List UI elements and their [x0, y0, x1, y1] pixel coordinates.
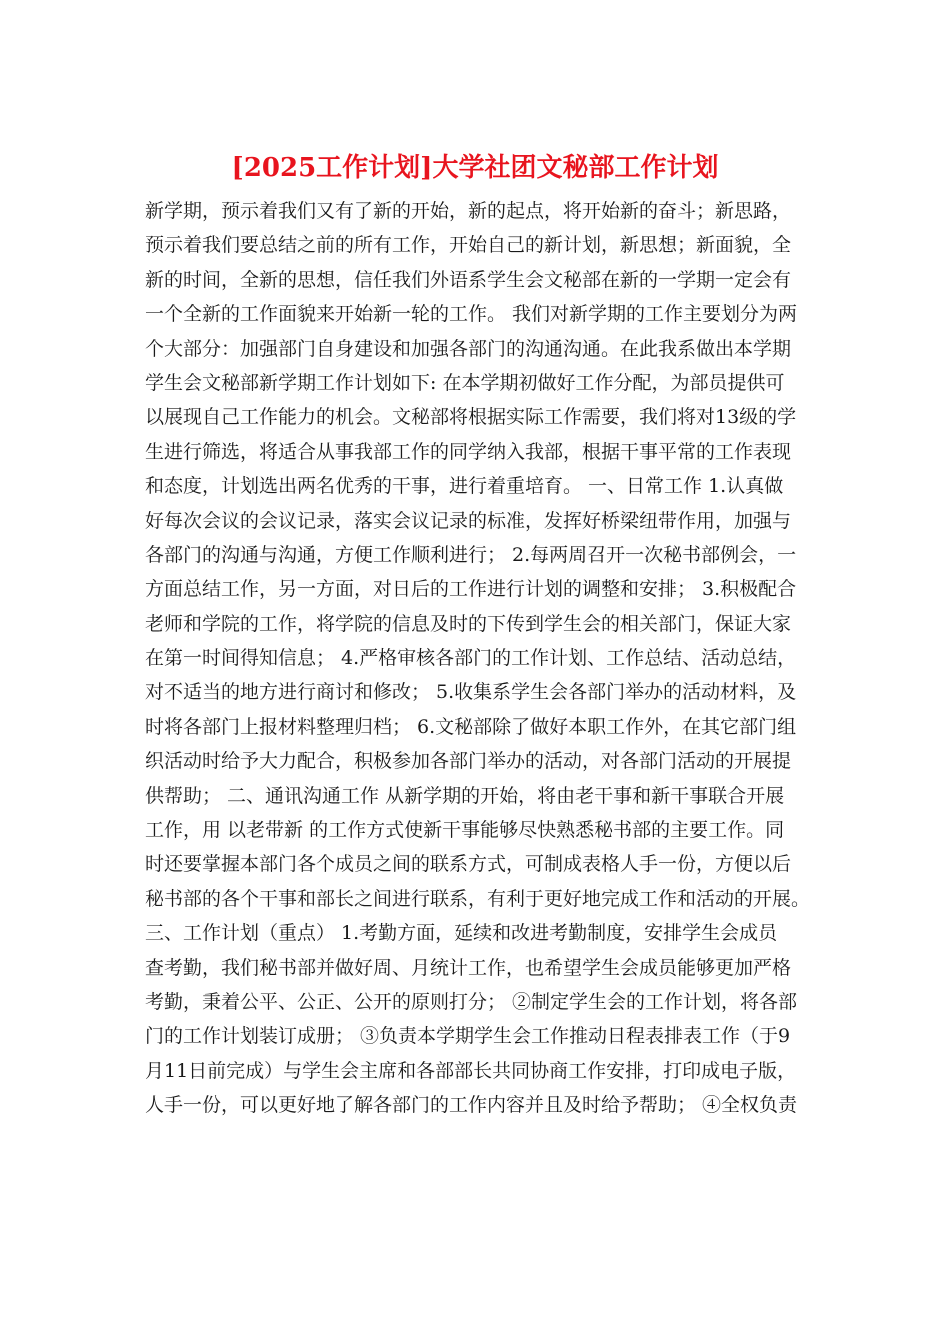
paragraph-line: 工作，用 以老带新 的工作方式使新干事能够尽快熟悉秘书部的主要工作。同 — [145, 819, 785, 842]
paragraph-line: 时将各部门上报材料整理归档； 6.文秘部除了做好本职工作外，在其它部门组 — [145, 715, 797, 738]
paragraph-line: 在第一时间得知信息； 4.严格审核各部门的工作计划、工作总结、活动总结， — [145, 647, 797, 670]
paragraph-line: 供帮助； 二、通讯沟通工作 从新学期的开始，将由老干事和新干事联合开展 — [145, 784, 785, 807]
paragraph-line: 生进行筛选，将适合从事我部工作的同学纳入我部，根据干事平常的工作表现 — [145, 440, 792, 463]
paragraph-line: 门的工作计划装订成册； ③负责本学期学生会工作推动日程表排表工作（于9 — [145, 1025, 791, 1048]
document-title: [2025工作计划]大学社团文秘部工作计划 — [231, 153, 719, 183]
paragraph-line: 预示着我们要总结之前的所有工作，开始自己的新计划，新思想；新面貌，全 — [145, 234, 792, 257]
paragraph-line: 好每次会议的会议记录，落实会议记录的标准，发挥好桥梁纽带作用，加强与 — [145, 509, 792, 532]
paragraph-line: 新学期，预示着我们又有了新的开始，新的起点，将开始新的奋斗；新思路， — [145, 200, 792, 222]
paragraph-line: 对不适当的地方进行商讨和修改； 5.收集系学生会各部门举办的活动材料，及 — [145, 681, 797, 704]
paragraph-line: 方面总结工作，另一方面，对日后的工作进行计划的调整和安排； 3.积极配合 — [145, 578, 797, 601]
paragraph-line: 考勤，秉着公平、公正、公开的原则打分； ②制定学生会的工作计划，将各部 — [145, 990, 798, 1013]
paragraph-line: 以展现自己工作能力的机会。文秘部将根据实际工作需要，我们将对13级的学 — [145, 406, 797, 429]
paragraph-line: 人手一份，可以更好地了解各部门的工作内容并且及时给予帮助； ④全权负责 — [145, 1094, 798, 1117]
paragraph-line: 老师和学院的工作，将学院的信息及时的下传到学生会的相关部门，保证大家 — [145, 612, 792, 635]
document-body — [145, 194, 825, 1123]
paragraph-line: 个大部分：加强部门自身建设和加强各部门的沟通沟通。在此我系做出本学期 — [145, 337, 792, 360]
paragraph-line: 各部门的沟通与沟通，方便工作顺利进行； 2.每两周召开一次秘书部例会，一 — [145, 543, 797, 566]
paragraph-line: 三、工作计划（重点） 1.考勤方面，延续和改进考勤制度，安排学生会成员 — [145, 922, 778, 945]
paragraph-line: 织活动时给予大力配合，积极参加各部门举办的活动，对各部门活动的开展提 — [145, 750, 792, 773]
paragraph-line: 查考勤，我们秘书部并做好周、月统计工作，也希望学生会成员能够更加严格 — [145, 956, 792, 979]
paragraph-line: 学生会文秘部新学期工作计划如下: 在本学期初做好工作分配，为部员提供可 — [145, 371, 785, 394]
paragraph-line: 秘书部的各个干事和部长之间进行联系，有利于更好地完成工作和活动的开展。 — [145, 887, 811, 910]
paragraph-line: 新的时间，全新的思想，信任我们外语系学生会文秘部在新的一学期一定会有 — [145, 268, 792, 291]
paragraph-line: 和态度，计划选出两名优秀的干事，进行着重培育。 一、日常工作 1.认真做 — [145, 475, 784, 498]
paragraph-line: 时还要掌握本部门各个成员之间的联系方式，可制成表格人手一份，方便以后 — [145, 853, 792, 876]
paragraph-line: 一个全新的工作面貌来开始新一轮的工作。 我们对新学期的工作主要划分为两 — [145, 303, 798, 326]
paragraph-line: 月11日前完成）与学生会主席和各部部长共同协商工作安排，打印成电子版， — [145, 1059, 797, 1082]
